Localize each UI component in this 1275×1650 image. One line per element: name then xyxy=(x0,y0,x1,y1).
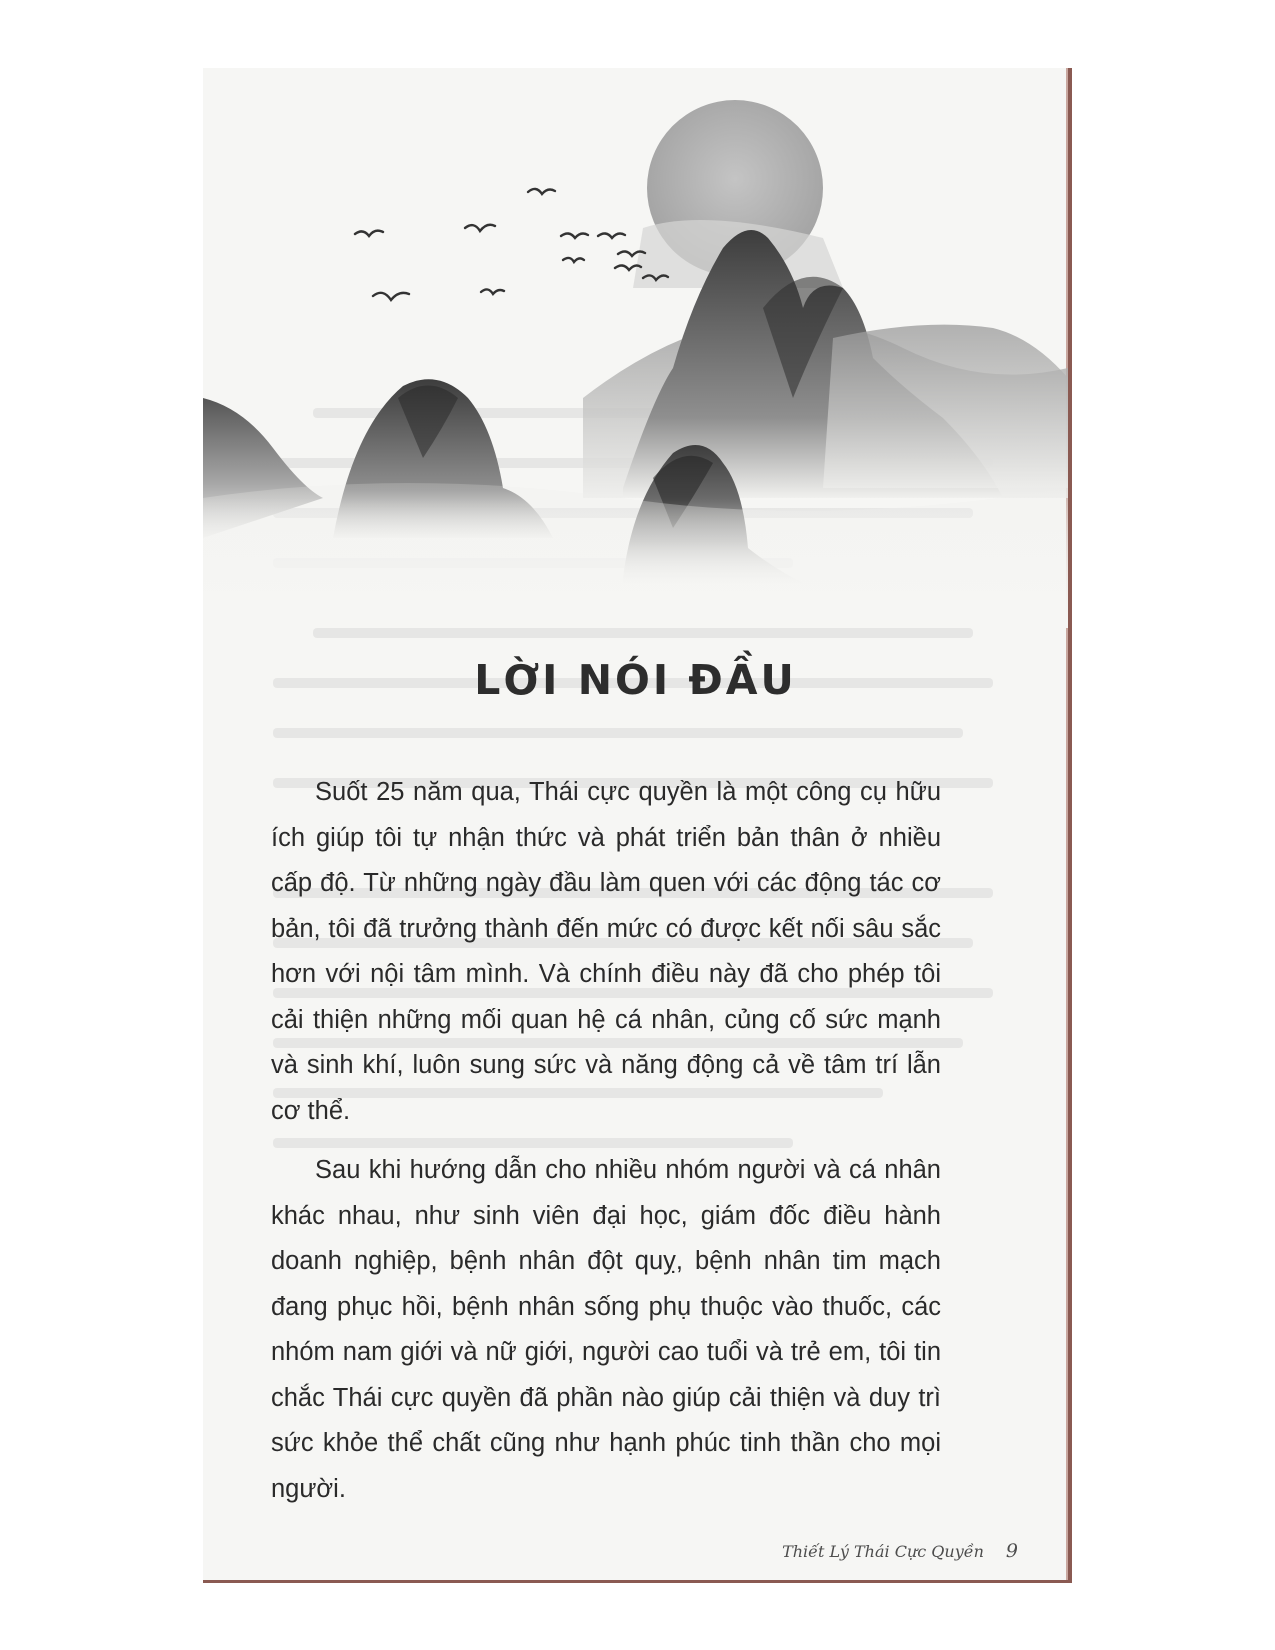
book-page xyxy=(203,68,1072,1583)
page-number: 9 xyxy=(1005,1540,1018,1562)
paragraph: Suốt 25 năm qua, Thái cực quyền là một công cụ hữu ích giúp tôi tự nhận thức và phát triển bản thân ở nhiều cấp độ. Từ những ngày đầu làm quen với các động tác cơ bản, tôi đã trưởng thành đến mức có được kết nối sâu sắc hơn với nội tâm mình. Và chính điều này đã cho phép tôi cải thiện những mối quan hệ cá nhân, củng cố sức mạnh và sinh khí, luôn sung sức và năng động cả về tâm trí lẫn cơ thể. xyxy=(271,778,941,1125)
body-text xyxy=(271,770,941,1526)
paragraph: Sau khi hướng dẫn cho nhiều nhóm người và cá nhân khác nhau, như sinh viên đại học, giám đốc điều hành doanh nghiệp, bệnh nhân đột quỵ, bệnh nhân tim mạch đang phục hồi, bệnh nhân sống phụ thuộc vào thuốc, các nhóm nam giới và nữ giới, người cao tuổi và trẻ em, tôi tin chắc Thái cực quyền đã phần nào giúp cải thiện và duy trì sức khỏe thể chất cũng như hạnh phúc tinh thần cho mọi người. xyxy=(271,1156,941,1503)
page-footer xyxy=(782,1540,1018,1562)
chapter-title: LỜI NÓI ĐẦU xyxy=(474,656,797,704)
running-title: Thiết Lý Thái Cực Quyền xyxy=(782,1542,984,1561)
birds-illustration xyxy=(355,189,668,300)
mountain-landscape-illustration xyxy=(203,68,1068,628)
